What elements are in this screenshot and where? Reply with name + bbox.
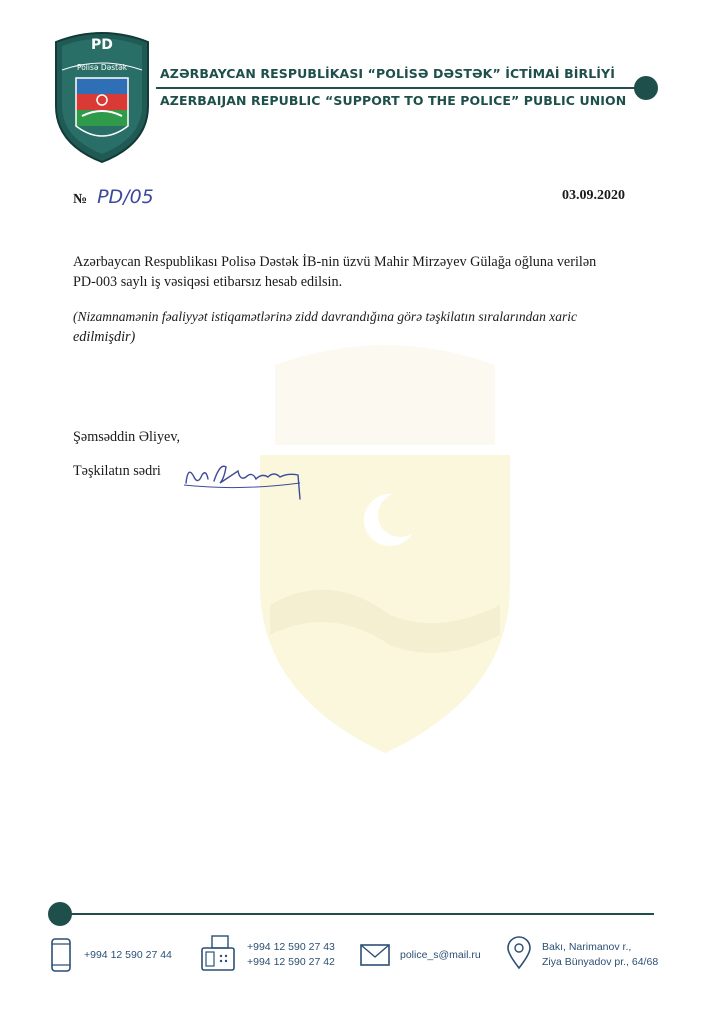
location-pin-icon	[506, 936, 532, 970]
document-number	[73, 186, 154, 208]
body-line-2: PD-003 saylı iş vəsiqəsi etibarsız hesab edilsin.	[73, 274, 343, 290]
email-address: police_s@mail.ru	[400, 949, 481, 961]
number-label: №	[73, 192, 88, 207]
fax-phone-2: +994 12 590 27 42	[247, 956, 335, 968]
document-date: 03.09.2020	[562, 188, 625, 203]
note-line-1: (Nizamnamənin fəaliyyət istiqamətlərinə zidd davrandığına görə təşkilatın sıralarından xaric	[73, 309, 577, 324]
header-divider-dot	[634, 76, 658, 100]
logo-text: Polisə Dəstək	[76, 63, 128, 72]
signature	[180, 455, 310, 500]
signatory-title: Təşkilatın sədri	[73, 463, 161, 479]
watermark-emblem	[240, 335, 530, 755]
note-line-2: edilmişdir)	[73, 329, 136, 345]
address-line-2: Ziya Bünyadov pr., 64/68	[542, 956, 659, 968]
body-line-1: Azərbaycan Respublikası Polisə Dəstək İB-nin üzvü Mahir Mirzəyev Gülağa oğluna verilən	[73, 254, 597, 270]
signatory-name: Şəmsəddin Əliyev,	[73, 429, 181, 445]
mobile-phone-number: +994 12 590 27 44	[84, 949, 172, 961]
body-paragraph	[73, 252, 673, 292]
note-paragraph	[73, 307, 673, 347]
org-name-az: AZƏRBAYCAN RESPUBLİKASI “POLİSƏ DƏSTƏK” İCTİMAİ BİRLİYİ	[160, 66, 615, 81]
org-name-en: AZERBAIJAN REPUBLIC “SUPPORT TO THE POLICE” PUBLIC UNION	[160, 93, 627, 108]
header-divider	[156, 87, 642, 89]
organization-logo	[52, 26, 152, 164]
mobile-phone-icon	[50, 938, 72, 972]
address-line-1: Bakı, Narimanov r.,	[542, 941, 632, 953]
logo-initials: PD	[91, 37, 113, 53]
envelope-icon	[360, 944, 390, 966]
number-value: PD/05	[97, 186, 154, 208]
fax-phone-1: +994 12 590 27 43	[247, 941, 335, 953]
fax-icon	[200, 934, 236, 972]
footer-divider	[62, 913, 654, 915]
